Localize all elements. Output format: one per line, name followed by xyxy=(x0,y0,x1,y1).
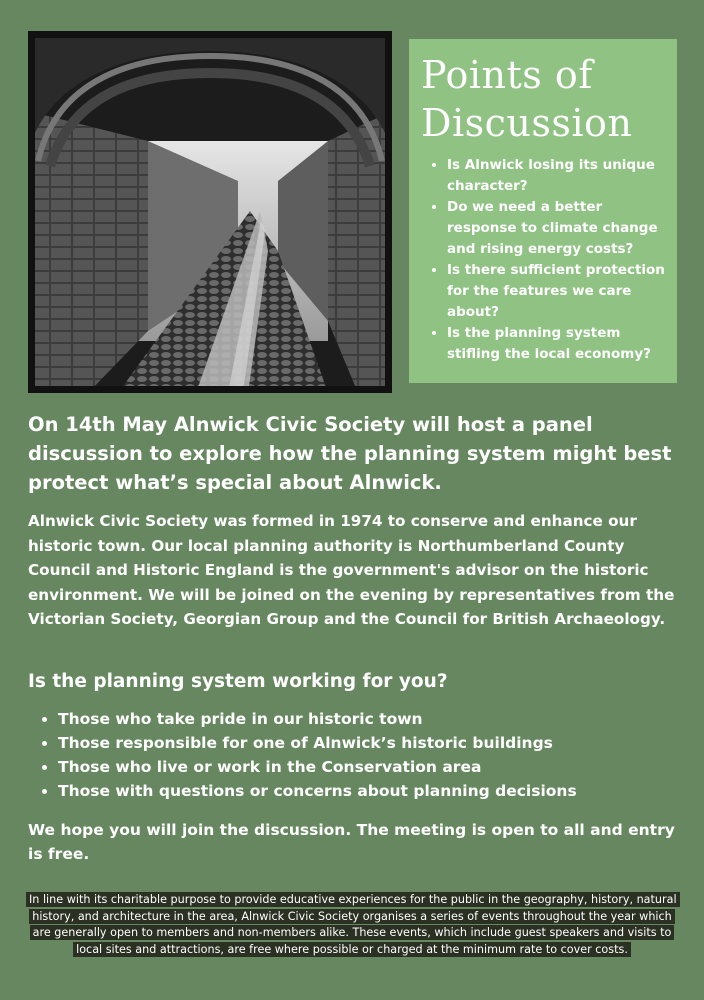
list-item: • Is the planning system stifling the local economy? xyxy=(447,323,667,365)
list-item: • Do we need a better response to climate change and rising energy costs? xyxy=(447,197,667,260)
points-of-discussion-box xyxy=(409,39,677,383)
list-item: • Those who take pride in our historic town xyxy=(58,707,704,731)
points-title-line2: Discussion xyxy=(421,101,633,145)
footnote xyxy=(26,892,678,958)
list-item: • Those with questions or concerns about planning decisions xyxy=(58,779,704,803)
list-item: • Those responsible for one of Alnwick’s historic buildings xyxy=(58,731,704,755)
list-item: • Is Alnwick losing its unique character? xyxy=(447,155,667,197)
audience-list xyxy=(28,707,704,803)
points-list xyxy=(421,155,667,365)
list-item: • Is there sufficient protection for the features we care about? xyxy=(447,260,667,323)
society-paragraph: Alnwick Civic Society was formed in 1974 to conserve and enhance our historic town. Our local planning authority is Northumberland County Council and Historic England is the government's advisor on the historic environment. We will be joined on the evening by representatives from the Victorian Society, Georgian Group and the Council for British Archaeology. xyxy=(28,512,675,628)
question-heading: Is the planning system working for you? xyxy=(28,671,448,692)
points-title-line1: Points of xyxy=(421,53,593,97)
closing-text: We hope you will join the discussion. The meeting is open to all and entry is free. xyxy=(28,821,675,863)
alley-photo xyxy=(28,31,392,393)
alley-illustration xyxy=(28,31,392,393)
list-item: • Those who live or work in the Conservation area xyxy=(58,755,704,779)
intro-heading: On 14th May Alnwick Civic Society will host a panel discussion to explore how the planning system might best protect what’s special about Alnwick. xyxy=(28,413,672,494)
footnote-text: In line with its charitable purpose to provide educative experiences for the public in the geography, history, natural history, and architecture in the area, Alnwick Civic Society organises a series of events throughout the year which are generally open to members and non-members alike. These events, which include guest speakers and visits to local sites and attractions, are free where possible or charged at the minimum rate to cover costs. xyxy=(26,892,680,957)
points-title xyxy=(421,51,667,147)
